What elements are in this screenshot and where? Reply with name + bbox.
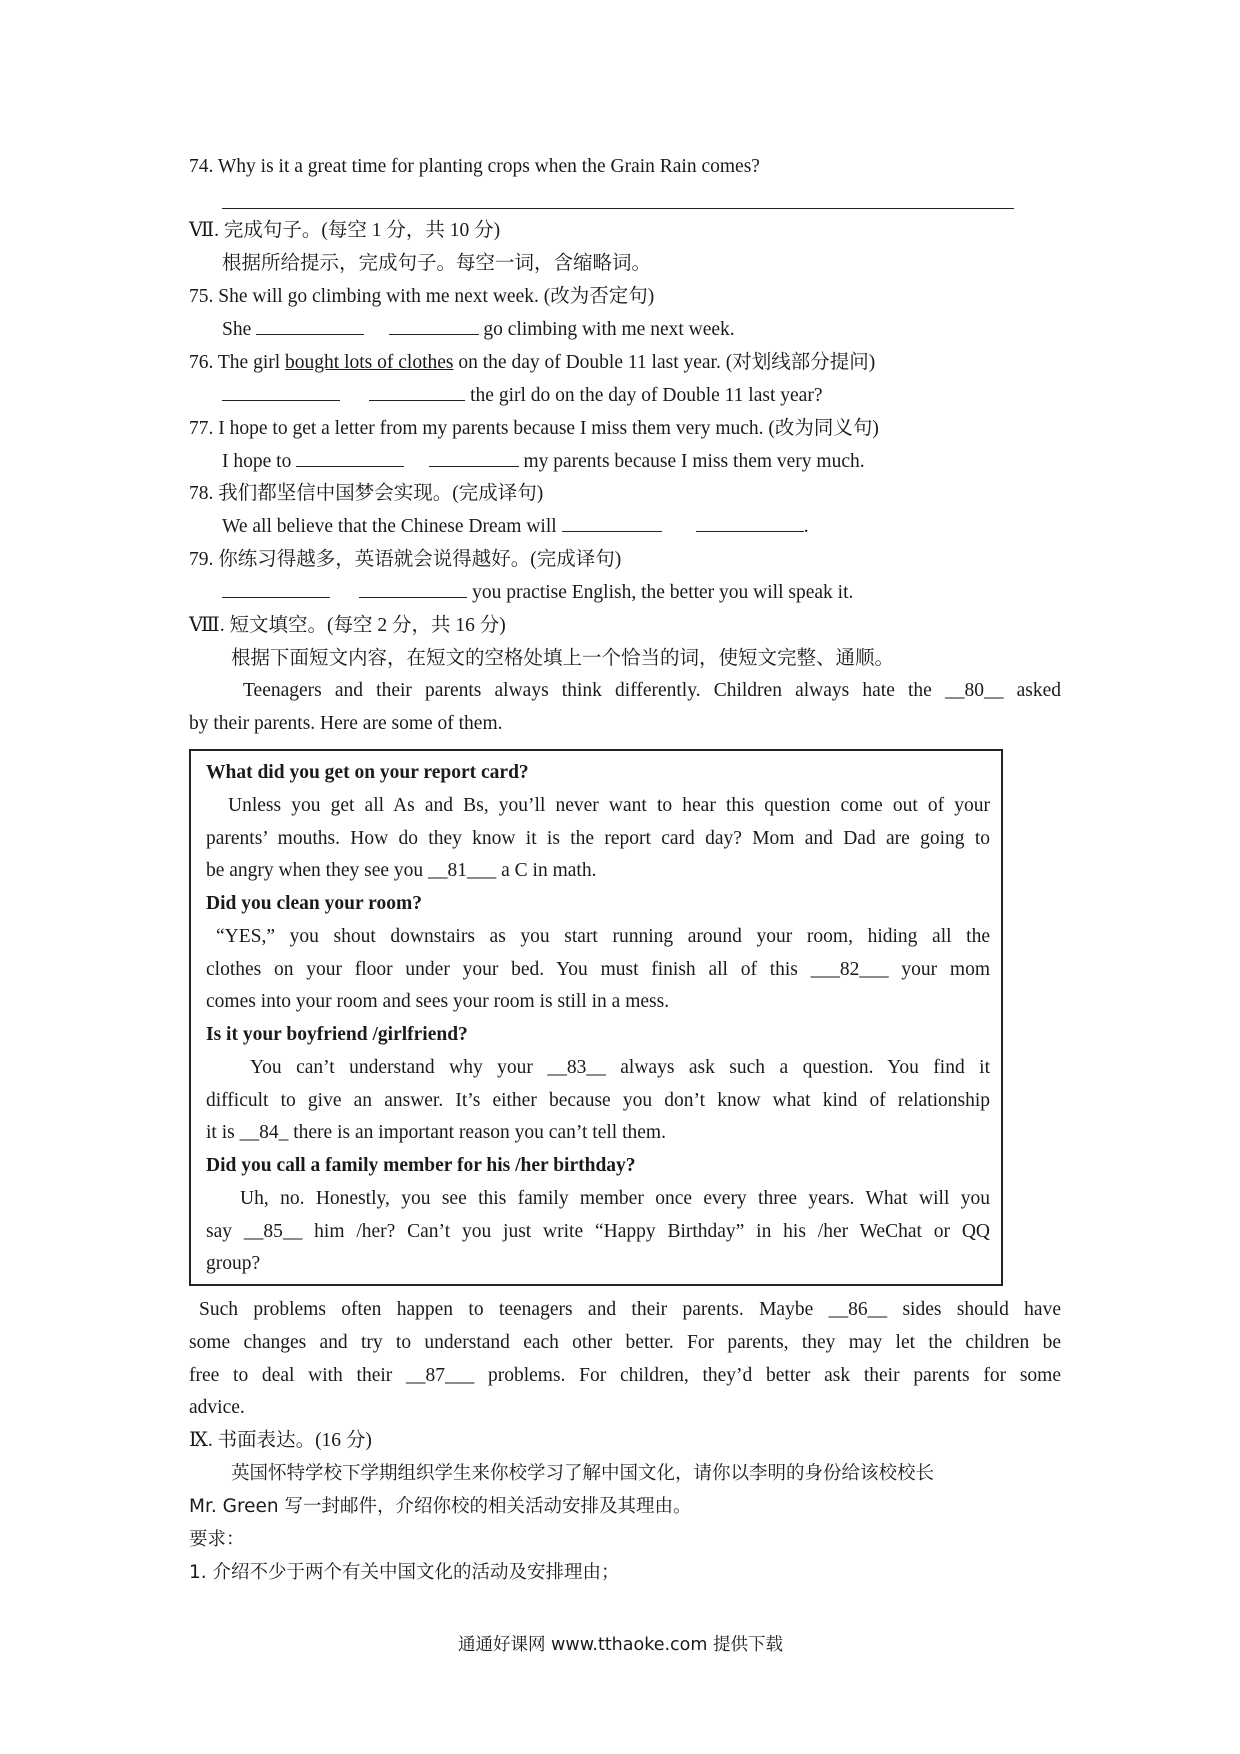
q75-answer [222, 317, 735, 343]
q78-end: . [803, 516, 809, 537]
after-line1: Such problems often happen to teenagers and their parents. Maybe __86__ sides should have [199, 1299, 1061, 1320]
q76-prefix: 76. The girl [189, 352, 286, 373]
q75-blank-2[interactable] [389, 317, 479, 335]
q76-underlined: bought lots of clothes [285, 352, 454, 373]
q74-answer-line[interactable] [222, 208, 1014, 209]
q78-answer [222, 514, 809, 540]
page-footer: 通通好课网 www.tthaoke.com 提供下载 [458, 1635, 783, 1655]
after-line3: free to deal with their __87___ problems. For children, they’d better ask their parents for some [189, 1365, 1061, 1386]
q79-prompt: 79. 你练习得越多，英语就会说得越好。(完成译句) [189, 549, 622, 570]
box-p3-line3: it is __84_ there is an important reason you can’t tell them. [206, 1122, 666, 1143]
q75-end: go climbing with me next week. [483, 319, 735, 340]
box-heading-4: Did you call a family member for his /her birthday? [206, 1155, 636, 1176]
q77-answer [222, 449, 865, 475]
box-p3-line1: You can’t understand why your __83__ always ask such a question. You find it [250, 1057, 990, 1078]
section9-para-line1: 英国怀特学校下学期组织学生来你校学习了解中国文化，请你以李明的身份给该校校长 [231, 1463, 935, 1484]
q79-answer [222, 580, 853, 606]
q75-blank-1[interactable] [256, 317, 364, 335]
section7-title: Ⅶ. 完成句子。(每空 1 分，共 10 分) [189, 220, 501, 241]
section9-requirements-label: 要求： [189, 1529, 245, 1550]
box-p4-line1: Uh, no. Honestly, you see this family member once every three years. What will you [240, 1188, 990, 1209]
q78-start: We all believe that the Chinese Dream will [222, 516, 557, 537]
section8-instruction: 根据下面短文内容，在短文的空格处填上一个恰当的词，使短文完整、通顺。 [231, 648, 895, 669]
box-p2-line3: comes into your room and sees your room is still in a mess. [206, 991, 670, 1012]
q74-question: 74. Why is it a great time for planting crops when the Grain Rain comes? [189, 156, 760, 177]
q79-blank-1[interactable] [222, 580, 330, 598]
section8-intro-line2: by their parents. Here are some of them. [189, 713, 503, 734]
q77-end: my parents because I miss them very much. [523, 451, 865, 472]
q78-blank-2[interactable] [696, 514, 804, 532]
box-p2-line1: “YES,” you shout downstairs as you start running around your room, hiding all the [216, 926, 990, 947]
box-p2-line2: clothes on your floor under your bed. You must finish all of this ___82___ your mom [206, 959, 990, 980]
box-heading-1: What did you get on your report card? [206, 762, 529, 783]
after-line4: advice. [189, 1397, 245, 1418]
q76-blank-1[interactable] [222, 383, 340, 401]
section8-title: Ⅷ. 短文填空。(每空 2 分，共 16 分) [189, 615, 506, 636]
box-p1-line2: parents’ mouths. How do they know it is the report card day? Mom and Dad are going to [206, 828, 990, 849]
q76-prompt [189, 350, 875, 376]
q76-blank-2[interactable] [369, 383, 465, 401]
q76-answer [222, 383, 822, 409]
q78-blank-1[interactable] [562, 514, 662, 532]
box-p4-line3: group? [206, 1253, 261, 1274]
box-heading-3: Is it your boyfriend /girlfriend? [206, 1024, 468, 1045]
box-p1-line3: be angry when they see you __81___ a C in math. [206, 860, 597, 881]
q75-prompt: 75. She will go climbing with me next week. (改为否定句) [189, 286, 655, 307]
q79-end: you practise English, the better you will speak it. [472, 582, 854, 603]
q77-blank-1[interactable] [296, 449, 404, 467]
q79-blank-2[interactable] [359, 580, 467, 598]
q76-end: the girl do on the day of Double 11 last year? [470, 385, 823, 406]
box-heading-2: Did you clean your room? [206, 893, 422, 914]
after-line2: some changes and try to understand each other better. For parents, they may let the children be [189, 1332, 1061, 1353]
section8-intro-line1: Teenagers and their parents always think differently. Children always hate the __80__ asked [243, 680, 1061, 701]
section9-requirement-1: 1. 介绍不少于两个有关中国文化的活动及安排理由； [189, 1562, 620, 1583]
section9-title: Ⅸ. 书面表达。(16 分) [189, 1430, 372, 1451]
q77-start: I hope to [222, 451, 292, 472]
section7-instruction: 根据所给提示，完成句子。每空一词，含缩略词。 [222, 253, 652, 274]
q76-suffix: on the day of Double 11 last year. (对划线部分提问) [453, 352, 876, 373]
q77-prompt: 77. I hope to get a letter from my parents because I miss them very much. (改为同义句) [189, 418, 879, 439]
section9-para-line2: Mr. Green 写一封邮件，介绍你校的相关活动安排及其理由。 [189, 1496, 692, 1517]
q75-start: She [222, 319, 252, 340]
q77-blank-2[interactable] [429, 449, 519, 467]
box-p3-line2: difficult to give an answer. It’s either because you don’t know what kind of relationship [206, 1090, 990, 1111]
box-p1-line1: Unless you get all As and Bs, you’ll never want to hear this question come out of your [228, 795, 990, 816]
box-p4-line2: say __85__ him /her? Can’t you just write “Happy Birthday” in his /her WeChat or QQ [206, 1221, 990, 1242]
q78-prompt: 78. 我们都坚信中国梦会实现。(完成译句) [189, 483, 544, 504]
